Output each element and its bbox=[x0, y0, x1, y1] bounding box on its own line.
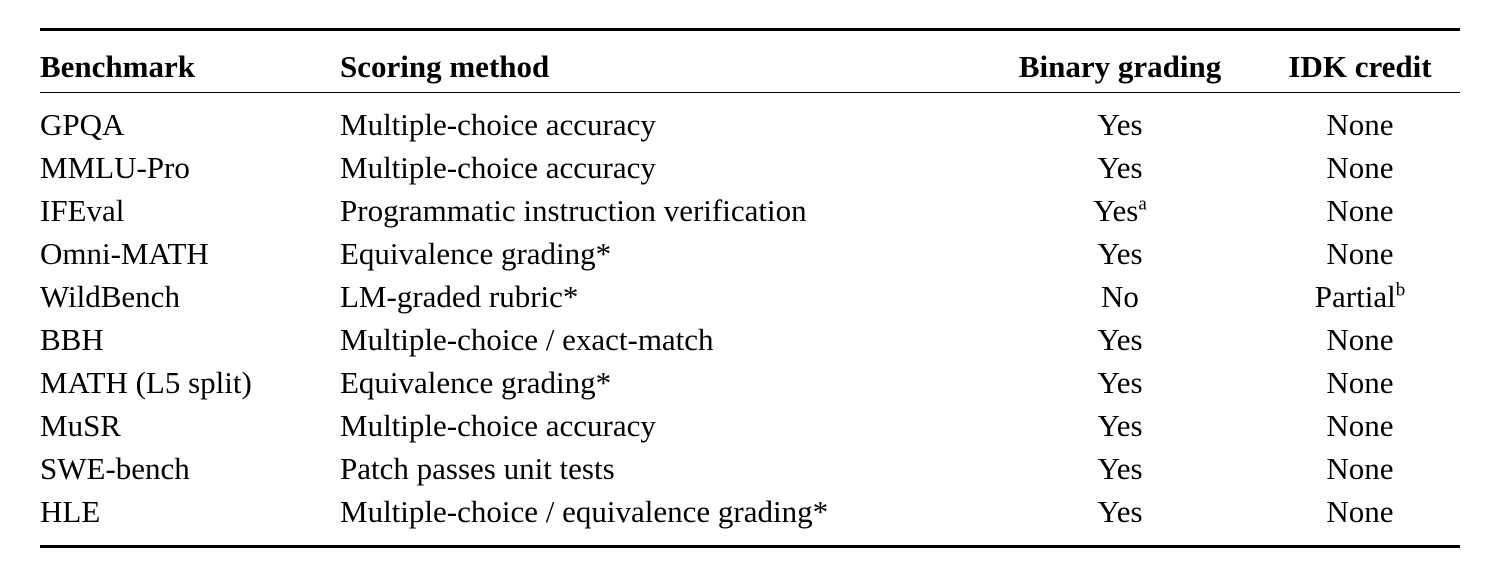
cell-scoring-method-text: LM-graded rubric* bbox=[340, 279, 579, 314]
cell-scoring-method-text: Programmatic instruction verification bbox=[340, 193, 807, 228]
table-row bbox=[40, 490, 1460, 533]
benchmark-table-body-wrapper bbox=[40, 103, 1460, 533]
cell-idk-credit bbox=[1260, 146, 1460, 189]
cell-scoring-method bbox=[340, 189, 980, 232]
cell-binary-grading-text: Yes bbox=[1097, 494, 1143, 529]
cell-idk-credit-text: None bbox=[1326, 236, 1394, 271]
table-header bbox=[40, 45, 1460, 88]
table-header-row bbox=[40, 45, 1460, 88]
cell-benchmark-text: GPQA bbox=[40, 107, 125, 142]
cell-idk-credit-text: None bbox=[1326, 408, 1394, 443]
cell-benchmark bbox=[40, 103, 340, 146]
cell-binary-grading-text: Yes bbox=[1097, 236, 1143, 271]
cell-scoring-method bbox=[340, 361, 980, 404]
cell-scoring-method bbox=[340, 490, 980, 533]
cell-benchmark bbox=[40, 447, 340, 490]
cell-benchmark bbox=[40, 189, 340, 232]
cell-binary-grading bbox=[980, 232, 1260, 275]
cell-idk-credit-text: Partial bbox=[1314, 279, 1396, 314]
cell-scoring-method bbox=[340, 232, 980, 275]
column-header-idk-credit: IDK credit bbox=[1288, 49, 1432, 84]
cell-binary-grading bbox=[980, 318, 1260, 361]
table-row bbox=[40, 361, 1460, 404]
cell-binary-grading-text: Yes bbox=[1097, 150, 1143, 185]
benchmark-table-container bbox=[40, 28, 1460, 548]
table-row bbox=[40, 404, 1460, 447]
table-row bbox=[40, 275, 1460, 318]
cell-benchmark bbox=[40, 361, 340, 404]
cell-idk-credit bbox=[1260, 318, 1460, 361]
cell-scoring-method-text: Patch passes unit tests bbox=[340, 451, 615, 486]
cell-binary-grading bbox=[980, 275, 1260, 318]
cell-binary-grading bbox=[980, 361, 1260, 404]
table-row bbox=[40, 232, 1460, 275]
cell-benchmark-text: HLE bbox=[40, 494, 101, 529]
cell-idk-credit bbox=[1260, 103, 1460, 146]
cell-binary-grading-text: Yes bbox=[1097, 365, 1143, 400]
cell-idk-credit-text: None bbox=[1326, 494, 1394, 529]
cell-scoring-method-text: Equivalence grading* bbox=[340, 365, 612, 400]
cell-binary-grading-text: Yes bbox=[1093, 193, 1139, 228]
cell-benchmark-text: MuSR bbox=[40, 408, 121, 443]
cell-binary-grading bbox=[980, 490, 1260, 533]
cell-scoring-method-text: Multiple-choice accuracy bbox=[340, 150, 656, 185]
cell-scoring-method bbox=[340, 275, 980, 318]
cell-idk-credit bbox=[1260, 404, 1460, 447]
cell-idk-credit-text: None bbox=[1326, 107, 1394, 142]
table-body bbox=[40, 103, 1460, 533]
cell-idk-credit bbox=[1260, 361, 1460, 404]
table-row bbox=[40, 103, 1460, 146]
table-bottom-spacer bbox=[40, 533, 1460, 545]
cell-scoring-method bbox=[340, 447, 980, 490]
cell-binary-grading bbox=[980, 146, 1260, 189]
cell-scoring-method-text: Multiple-choice accuracy bbox=[340, 408, 656, 443]
header-rule-spacer-below bbox=[40, 93, 1460, 103]
cell-binary-grading-text: Yes bbox=[1097, 107, 1143, 142]
column-header-benchmark: Benchmark bbox=[40, 49, 195, 84]
cell-benchmark bbox=[40, 404, 340, 447]
cell-scoring-method bbox=[340, 146, 980, 189]
cell-benchmark-text: MATH (L5 split) bbox=[40, 365, 252, 400]
cell-idk-credit-text: None bbox=[1326, 150, 1394, 185]
cell-binary-grading-text: Yes bbox=[1097, 322, 1143, 357]
cell-scoring-method bbox=[340, 318, 980, 361]
cell-benchmark-text: IFEval bbox=[40, 193, 125, 228]
column-header-scoring-method: Scoring method bbox=[340, 49, 550, 84]
cell-binary-grading bbox=[980, 103, 1260, 146]
cell-idk-credit bbox=[1260, 232, 1460, 275]
cell-idk-credit-text: None bbox=[1326, 193, 1394, 228]
cell-benchmark bbox=[40, 146, 340, 189]
table-row bbox=[40, 318, 1460, 361]
table-row bbox=[40, 146, 1460, 189]
cell-binary-grading-text: No bbox=[1101, 279, 1139, 314]
cell-benchmark bbox=[40, 318, 340, 361]
cell-binary-grading-footnote-marker: a bbox=[1138, 193, 1147, 215]
cell-benchmark bbox=[40, 232, 340, 275]
cell-benchmark-text: WildBench bbox=[40, 279, 180, 314]
cell-idk-credit bbox=[1260, 490, 1460, 533]
cell-idk-credit bbox=[1260, 189, 1460, 232]
cell-scoring-method-text: Multiple-choice / exact-match bbox=[340, 322, 714, 357]
cell-benchmark-text: SWE-bench bbox=[40, 451, 190, 486]
column-header-binary-grading: Binary grading bbox=[1018, 49, 1222, 84]
cell-idk-credit bbox=[1260, 447, 1460, 490]
table-row bbox=[40, 447, 1460, 490]
cell-binary-grading bbox=[980, 447, 1260, 490]
cell-scoring-method-text: Multiple-choice accuracy bbox=[340, 107, 656, 142]
table-bottom-rule bbox=[40, 545, 1460, 548]
cell-binary-grading bbox=[980, 189, 1260, 232]
cell-binary-grading bbox=[980, 404, 1260, 447]
cell-idk-credit bbox=[1260, 275, 1460, 318]
table-top-spacer bbox=[40, 31, 1460, 45]
cell-idk-credit-text: None bbox=[1326, 322, 1394, 357]
cell-scoring-method-text: Equivalence grading* bbox=[340, 236, 612, 271]
table-row bbox=[40, 189, 1460, 232]
cell-idk-credit-text: None bbox=[1326, 365, 1394, 400]
cell-benchmark bbox=[40, 275, 340, 318]
cell-benchmark-text: MMLU-Pro bbox=[40, 150, 190, 185]
cell-benchmark-text: BBH bbox=[40, 322, 104, 357]
cell-idk-credit-footnote-marker: b bbox=[1395, 279, 1406, 301]
cell-scoring-method bbox=[340, 404, 980, 447]
cell-binary-grading-text: Yes bbox=[1097, 451, 1143, 486]
cell-idk-credit-text: None bbox=[1326, 451, 1394, 486]
cell-benchmark bbox=[40, 490, 340, 533]
cell-scoring-method-text: Multiple-choice / equivalence grading* bbox=[340, 494, 829, 529]
benchmark-scoring-table bbox=[40, 45, 1460, 88]
cell-binary-grading-text: Yes bbox=[1097, 408, 1143, 443]
cell-scoring-method bbox=[340, 103, 980, 146]
cell-benchmark-text: Omni-MATH bbox=[40, 236, 209, 271]
